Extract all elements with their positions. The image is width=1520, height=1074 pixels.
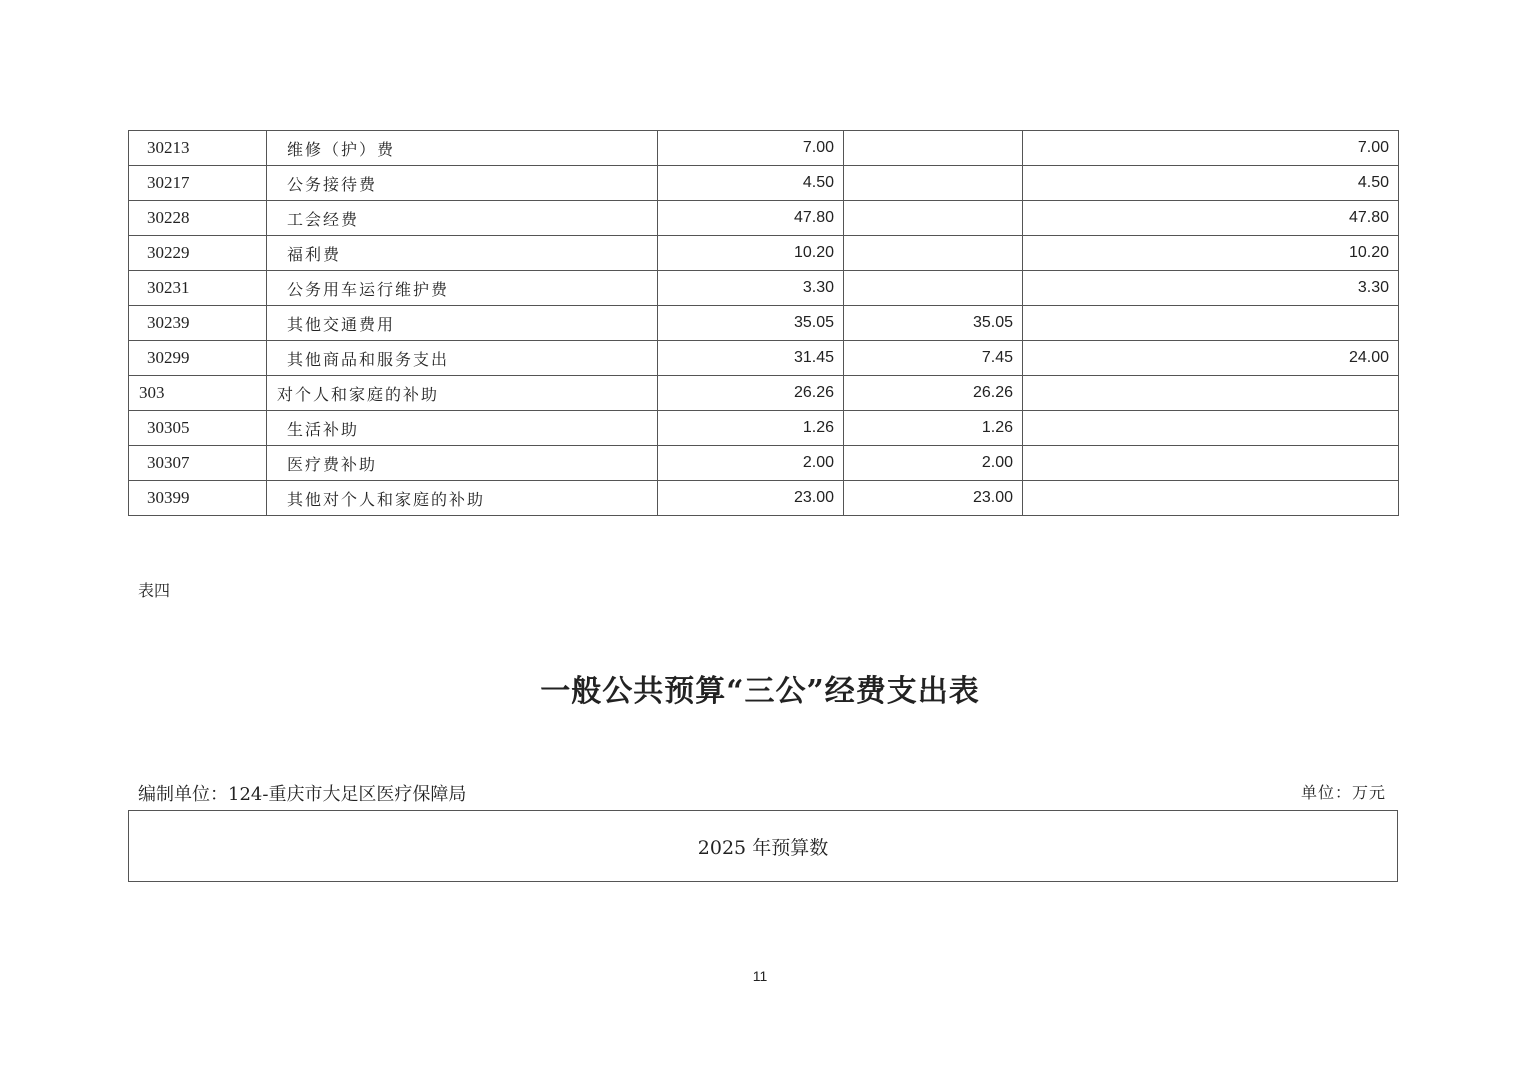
total-cell: 4.50 — [658, 166, 844, 201]
basic-cell: 35.05 — [844, 306, 1023, 341]
name-cell: 维修（护）费 — [267, 131, 658, 166]
name-cell: 其他商品和服务支出 — [267, 341, 658, 376]
total-cell: 1.26 — [658, 411, 844, 446]
basic-cell — [844, 201, 1023, 236]
budget-header-label: 2025 年预算数 — [697, 836, 829, 859]
total-cell: 7.00 — [658, 131, 844, 166]
basic-cell — [844, 271, 1023, 306]
name-cell: 医疗费补助 — [267, 446, 658, 481]
basic-cell: 26.26 — [844, 376, 1023, 411]
basic-cell — [844, 166, 1023, 201]
table-row — [129, 236, 1399, 271]
total-cell: 35.05 — [658, 306, 844, 341]
table-row — [129, 376, 1399, 411]
project-cell — [1023, 306, 1399, 341]
table-row — [129, 481, 1399, 516]
project-cell: 3.30 — [1023, 271, 1399, 306]
total-cell: 3.30 — [658, 271, 844, 306]
basic-cell: 7.45 — [844, 341, 1023, 376]
basic-cell: 1.26 — [844, 411, 1023, 446]
table-row — [129, 201, 1399, 236]
basic-cell: 2.00 — [844, 446, 1023, 481]
name-cell: 对个人和家庭的补助 — [267, 376, 658, 411]
project-cell — [1023, 481, 1399, 516]
name-cell: 其他交通费用 — [267, 306, 658, 341]
project-cell — [1023, 376, 1399, 411]
code-cell: 30229 — [129, 236, 267, 271]
code-cell: 30399 — [129, 481, 267, 516]
table-row — [129, 166, 1399, 201]
total-cell: 31.45 — [658, 341, 844, 376]
table-caption: 表四 — [138, 581, 171, 600]
project-cell: 24.00 — [1023, 341, 1399, 376]
project-cell — [1023, 411, 1399, 446]
project-cell: 10.20 — [1023, 236, 1399, 271]
currency-unit: 单位：万元 — [1300, 783, 1386, 802]
name-cell: 福利费 — [267, 236, 658, 271]
page-title: 一般公共预算“三公”经费支出表 — [540, 674, 980, 709]
basic-cell — [844, 131, 1023, 166]
total-cell: 26.26 — [658, 376, 844, 411]
table-row — [129, 131, 1399, 166]
name-cell: 生活补助 — [267, 411, 658, 446]
total-cell: 2.00 — [658, 446, 844, 481]
basic-cell — [844, 236, 1023, 271]
table-row — [129, 271, 1399, 306]
name-cell: 公务接待费 — [267, 166, 658, 201]
table-row — [129, 411, 1399, 446]
code-cell: 30307 — [129, 446, 267, 481]
total-cell: 23.00 — [658, 481, 844, 516]
basic-cell: 23.00 — [844, 481, 1023, 516]
project-cell — [1023, 446, 1399, 481]
name-cell: 公务用车运行维护费 — [267, 271, 658, 306]
table-row — [129, 446, 1399, 481]
page-number: 11 — [752, 968, 768, 984]
code-cell: 30299 — [129, 341, 267, 376]
budget-header-cell — [128, 810, 1398, 882]
project-cell: 47.80 — [1023, 201, 1399, 236]
project-cell: 4.50 — [1023, 166, 1399, 201]
name-cell: 工会经费 — [267, 201, 658, 236]
code-cell: 30213 — [129, 131, 267, 166]
table-row — [129, 341, 1399, 376]
code-cell: 30231 — [129, 271, 267, 306]
total-cell: 10.20 — [658, 236, 844, 271]
project-cell: 7.00 — [1023, 131, 1399, 166]
expenditure-table — [128, 130, 1399, 516]
code-cell: 30228 — [129, 201, 267, 236]
code-cell: 30305 — [129, 411, 267, 446]
code-cell: 30217 — [129, 166, 267, 201]
table-row — [129, 306, 1399, 341]
code-cell: 303 — [129, 376, 267, 411]
total-cell: 47.80 — [658, 201, 844, 236]
compiling-unit: 编制单位：124-重庆市大足区医疗保障局 — [138, 784, 467, 805]
name-cell: 其他对个人和家庭的补助 — [267, 481, 658, 516]
code-cell: 30239 — [129, 306, 267, 341]
